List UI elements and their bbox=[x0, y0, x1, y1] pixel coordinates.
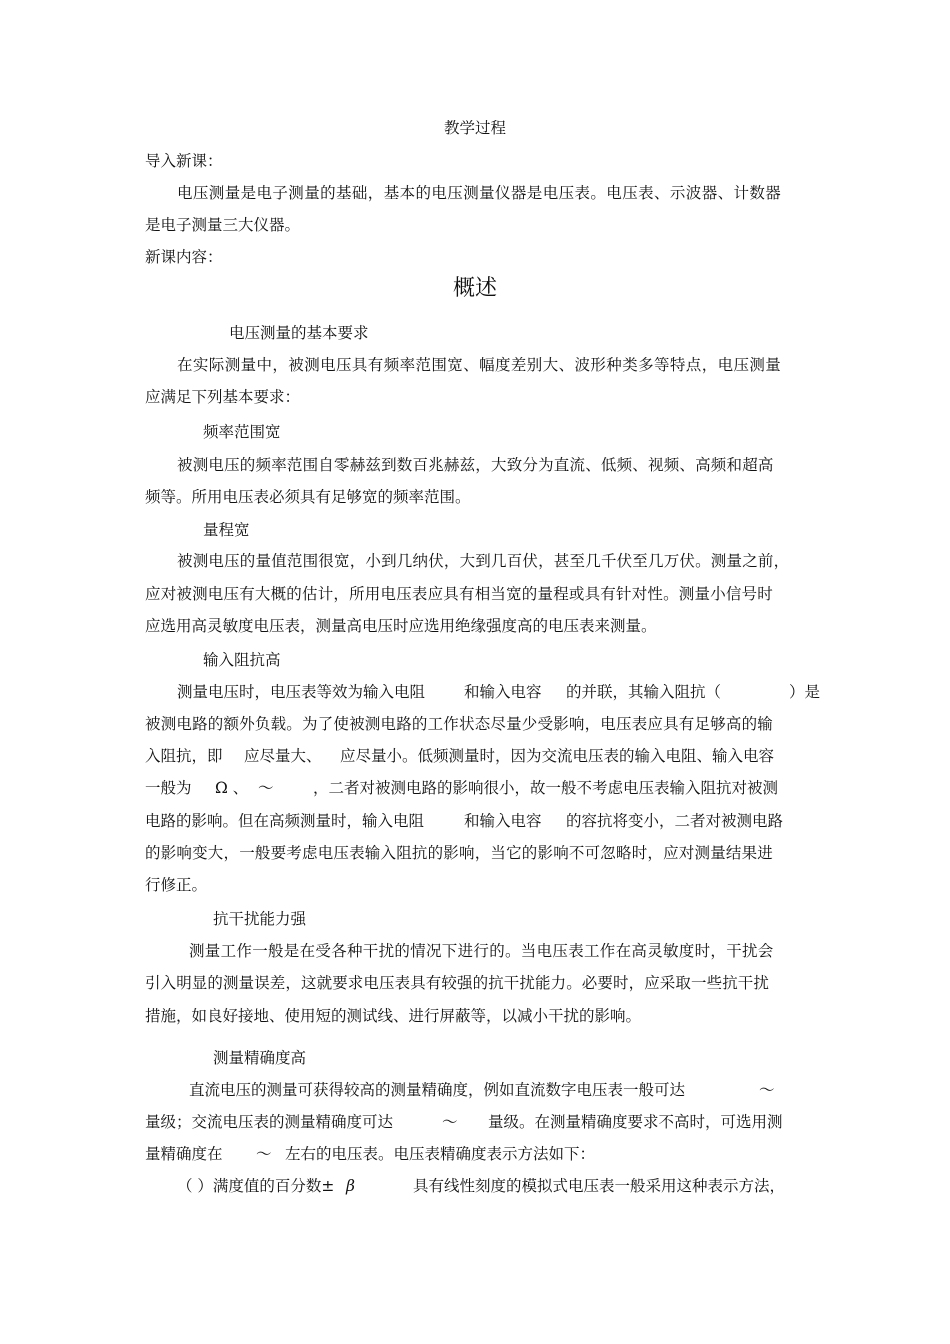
impedance-l1-c: 的并联，其输入阻抗（ bbox=[566, 683, 722, 701]
range-heading: 量程宽 bbox=[203, 521, 250, 539]
range-line-2: 应对被测电压有大概的估计，所用电压表应具有相当宽的量程或具有针对性。测量小信号时 bbox=[145, 585, 774, 603]
accuracy-l4-a: （ ）满度值的百分数± bbox=[177, 1177, 335, 1195]
impedance-l3-c: 应尽量小。低频测量时，因为交流电压表的输入电阻、输入电容 bbox=[340, 747, 775, 765]
range-line-3: 应选用高灵敏度电压表，测量高电压时应选用绝缘强度高的电压表来测量。 bbox=[145, 617, 657, 635]
range-line-1: 被测电压的量值范围很宽，小到几纳伏，大到几百伏，甚至几千伏至几万伏。测量之前， bbox=[177, 552, 790, 570]
accuracy-l2-b: ～ bbox=[442, 1113, 458, 1131]
impedance-line-6: 的影响变大，一般要考虑电压表输入阻抗的影响，当它的影响不可忽略时，应对测量结果进 bbox=[145, 844, 774, 862]
accuracy-heading: 测量精确度高 bbox=[213, 1049, 307, 1067]
impedance-l5-a: 电路的影响。但在高频测量时，输入电阻 bbox=[145, 812, 425, 830]
freq-line-2: 频等。所用电压表必须具有足够宽的频率范围。 bbox=[145, 488, 471, 506]
interference-line-2: 引入明显的测量误差，这就要求电压表具有较强的抗干扰能力。必要时，应采取一些抗干扰 bbox=[145, 974, 770, 992]
intro-line-1: 电压测量是电子测量的基础，基本的电压测量仪器是电压表。电压表、示波器、计数器 bbox=[177, 184, 782, 202]
impedance-l4-d: ，二者对被测电路的影响很小，故一般不考虑电压表输入阻抗对被测 bbox=[313, 779, 779, 797]
impedance-l5-c: 的容抗将变小，二者对被测电路 bbox=[566, 812, 784, 830]
freq-line-1: 被测电压的频率范围自零赫兹到数百兆赫兹，大致分为直流、低频、视频、高频和超高 bbox=[177, 456, 774, 474]
impedance-l4-b: Ω 、 bbox=[215, 779, 249, 797]
section-title: 概述 bbox=[452, 276, 497, 301]
impedance-l4-c: ～ bbox=[258, 779, 274, 797]
impedance-l1-b: 和输入电容 bbox=[464, 683, 542, 701]
impedance-l3-b: 应尽量大、 bbox=[244, 747, 322, 765]
accuracy-l4-c: 具有线性刻度的模拟式电压表一般采用这种表示方法， bbox=[413, 1177, 786, 1195]
new-content-heading: 新课内容： bbox=[145, 248, 223, 266]
impedance-l5-b: 和输入电容 bbox=[464, 812, 542, 830]
freq-heading: 频率范围宽 bbox=[203, 423, 281, 441]
accuracy-l2-a: 量级；交流电压表的测量精确度可达 bbox=[145, 1113, 394, 1131]
basic-req-line-2: 应满足下列基本要求： bbox=[145, 388, 301, 406]
interference-line-1: 测量工作一般是在受各种干扰的情况下进行的。当电压表工作在高灵敏度时，干扰会 bbox=[189, 942, 774, 960]
intro-line-2: 是电子测量三大仪器。 bbox=[145, 216, 301, 234]
page-title: 教学过程 bbox=[443, 119, 506, 137]
impedance-l4-a: 一般为 bbox=[145, 779, 192, 797]
beta-symbol: β bbox=[346, 1177, 355, 1195]
impedance-line-2: 被测电路的额外负载。为了使被测电路的工作状态尽量少受影响，电压表应具有足够高的输 bbox=[145, 715, 774, 733]
basic-req-heading: 电压测量的基本要求 bbox=[229, 324, 369, 342]
interference-heading: 抗干扰能力强 bbox=[213, 910, 307, 928]
interference-line-3: 措施，如良好接地、使用短的测试线、进行屏蔽等，以减小干扰的影响。 bbox=[145, 1007, 642, 1025]
accuracy-l3-b: ～ bbox=[256, 1145, 272, 1163]
basic-req-line-1: 在实际测量中，被测电压具有频率范围宽、幅度差别大、波形种类多等特点，电压测量 bbox=[177, 356, 782, 374]
impedance-l1-a: 测量电压时，电压表等效为输入电阻 bbox=[177, 683, 426, 701]
intro-heading: 导入新课： bbox=[145, 152, 223, 170]
accuracy-l1-a: 直流电压的测量可获得较高的测量精确度，例如直流数字电压表一般可达 bbox=[189, 1081, 686, 1099]
impedance-l3-a: 入阻抗，即 bbox=[145, 747, 223, 765]
accuracy-l3-a: 量精确度在 bbox=[145, 1145, 223, 1163]
accuracy-l2-c: 量级。在测量精确度要求不高时，可选用测 bbox=[488, 1113, 783, 1131]
accuracy-l3-c: 左右的电压表。电压表精确度表示方法如下： bbox=[285, 1145, 596, 1163]
accuracy-l1-b: ～ bbox=[759, 1081, 775, 1099]
impedance-line-7: 行修正。 bbox=[145, 876, 208, 894]
impedance-heading: 输入阻抗高 bbox=[203, 651, 281, 669]
impedance-l1-d: ）是 bbox=[789, 683, 821, 701]
